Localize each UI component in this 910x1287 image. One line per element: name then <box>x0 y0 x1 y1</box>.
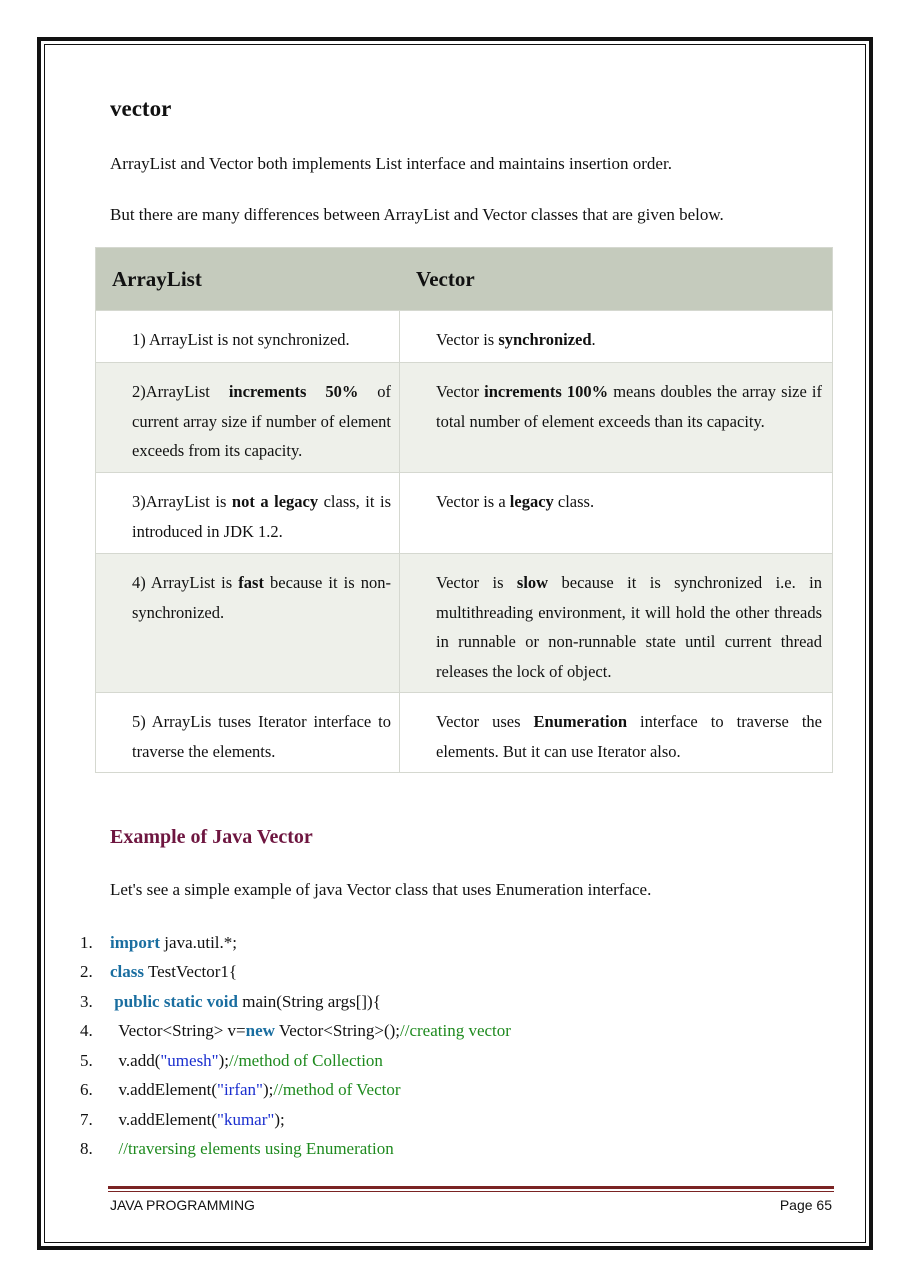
cell-text: because it is synchronized i.e. in multithreading environment, it will hold the other threads in runnable or non-runnable state until current thread releases the lock of object. <box>436 573 822 681</box>
bold-text: not a legacy <box>231 492 319 511</box>
bold-text: fast <box>238 573 264 592</box>
code-comment: //method of Collection <box>229 1050 383 1070</box>
cell-text: 4) ArrayList is <box>132 573 239 592</box>
bold-text: Enumeration <box>533 712 628 731</box>
table-header-row <box>96 248 832 310</box>
cell-text: . <box>591 330 596 349</box>
bold-text: increments 100% <box>484 382 609 401</box>
code-line <box>80 1076 511 1106</box>
line-number: 1. <box>80 932 93 952</box>
cell-text: 2)ArrayList <box>132 382 229 401</box>
header-arraylist: ArrayList <box>112 266 202 291</box>
code-string: "irfan" <box>217 1080 263 1100</box>
page-title: vector <box>110 96 172 121</box>
cell-text: 1) ArrayList is not synchronized. <box>132 330 350 349</box>
cell-text: because it is non-synchronized. <box>132 573 391 622</box>
page-number: Page 65 <box>779 1197 832 1213</box>
table-row <box>96 472 832 553</box>
cell-text: Vector is <box>436 330 499 349</box>
vector-cell <box>400 311 832 362</box>
cell-text: Vector <box>436 382 485 401</box>
code-text: v.add( <box>110 1050 161 1070</box>
line-number: 3. <box>80 991 93 1011</box>
code-text: v.addElement( <box>110 1109 217 1129</box>
code-line <box>80 1017 511 1047</box>
code-text <box>110 1139 119 1159</box>
comparison-table <box>95 247 833 773</box>
header-vector: Vector <box>416 266 475 291</box>
arraylist-cell <box>96 473 400 553</box>
code-string: "umesh" <box>160 1050 219 1070</box>
code-line <box>80 928 511 958</box>
cell-text: means doubles the array size if total number of element exceeds than its capacity. <box>436 382 822 431</box>
vector-cell <box>400 693 832 772</box>
code-text: ); <box>274 1109 285 1129</box>
code-text: v.addElement( <box>110 1080 217 1100</box>
arraylist-cell <box>96 311 400 362</box>
code-line <box>80 958 511 988</box>
code-comment: //traversing elements using Enumeration <box>118 1139 394 1159</box>
code-line <box>80 1105 511 1135</box>
line-number: 7. <box>80 1109 93 1129</box>
code-line <box>80 987 511 1017</box>
vector-cell <box>400 554 832 692</box>
code-text: Vector<String> v= <box>110 1021 246 1041</box>
code-keyword: import <box>110 932 161 952</box>
code-line <box>80 1046 511 1076</box>
code-string: "kumar" <box>217 1109 275 1129</box>
arraylist-cell <box>96 554 400 692</box>
code-keyword: new <box>245 1021 275 1041</box>
code-text: Vector<String>(); <box>274 1021 401 1041</box>
code-listing <box>80 928 511 1164</box>
vector-cell <box>400 363 832 472</box>
vector-cell <box>400 473 832 553</box>
bold-text: synchronized <box>498 330 592 349</box>
footer-divider <box>108 1186 834 1189</box>
code-text: ); <box>262 1080 274 1100</box>
code-text: TestVector1{ <box>144 962 238 982</box>
example-heading: Example of Java Vector <box>110 826 313 848</box>
cell-text: 5) ArrayLis tuses Iterator interface to traverse the elements. <box>132 712 391 761</box>
line-number: 6. <box>80 1080 93 1100</box>
cell-text: of current array size if number of element exceeds from its capacity. <box>132 382 391 460</box>
bold-text: increments 50% <box>228 382 359 401</box>
line-number: 5. <box>80 1050 93 1070</box>
intro-paragraph-2: But there are many differences between ArrayList and Vector classes that are given below. <box>110 205 724 224</box>
cell-text: Vector is <box>436 573 517 592</box>
example-intro: Let's see a simple example of java Vector class that uses Enumeration interface. <box>110 880 652 899</box>
arraylist-cell <box>96 693 400 772</box>
bold-text: legacy <box>509 492 554 511</box>
cell-text: class. <box>553 492 595 511</box>
cell-text: interface to traverse the elements. But it can use Iterator also. <box>436 712 822 761</box>
table-row <box>96 362 832 472</box>
table-row <box>96 310 832 362</box>
code-line <box>80 1135 511 1165</box>
intro-paragraph-1: ArrayList and Vector both implements List interface and maintains insertion order. <box>110 154 672 173</box>
code-comment: //method of Vector <box>273 1080 401 1100</box>
cell-text: class, it is introduced in JDK 1.2. <box>132 492 391 541</box>
footer-divider-thin <box>108 1191 834 1192</box>
code-comment: //creating vector <box>400 1021 511 1041</box>
cell-text: 3)ArrayList is <box>132 492 232 511</box>
code-text: ); <box>218 1050 230 1070</box>
cell-text: Vector is a <box>436 492 510 511</box>
table-row <box>96 553 832 692</box>
arraylist-cell <box>96 363 400 472</box>
code-keyword: public static void <box>114 991 238 1011</box>
bold-text: slow <box>516 573 549 592</box>
footer-title: JAVA PROGRAMMING <box>110 1197 255 1213</box>
code-keyword: class <box>110 962 144 982</box>
table-row <box>96 692 832 772</box>
line-number: 8. <box>80 1139 93 1159</box>
code-text: main(String args[]){ <box>238 991 381 1011</box>
code-text: java.util.*; <box>160 932 238 952</box>
line-number: 2. <box>80 962 93 982</box>
cell-text: Vector uses <box>436 712 534 731</box>
line-number: 4. <box>80 1021 93 1041</box>
